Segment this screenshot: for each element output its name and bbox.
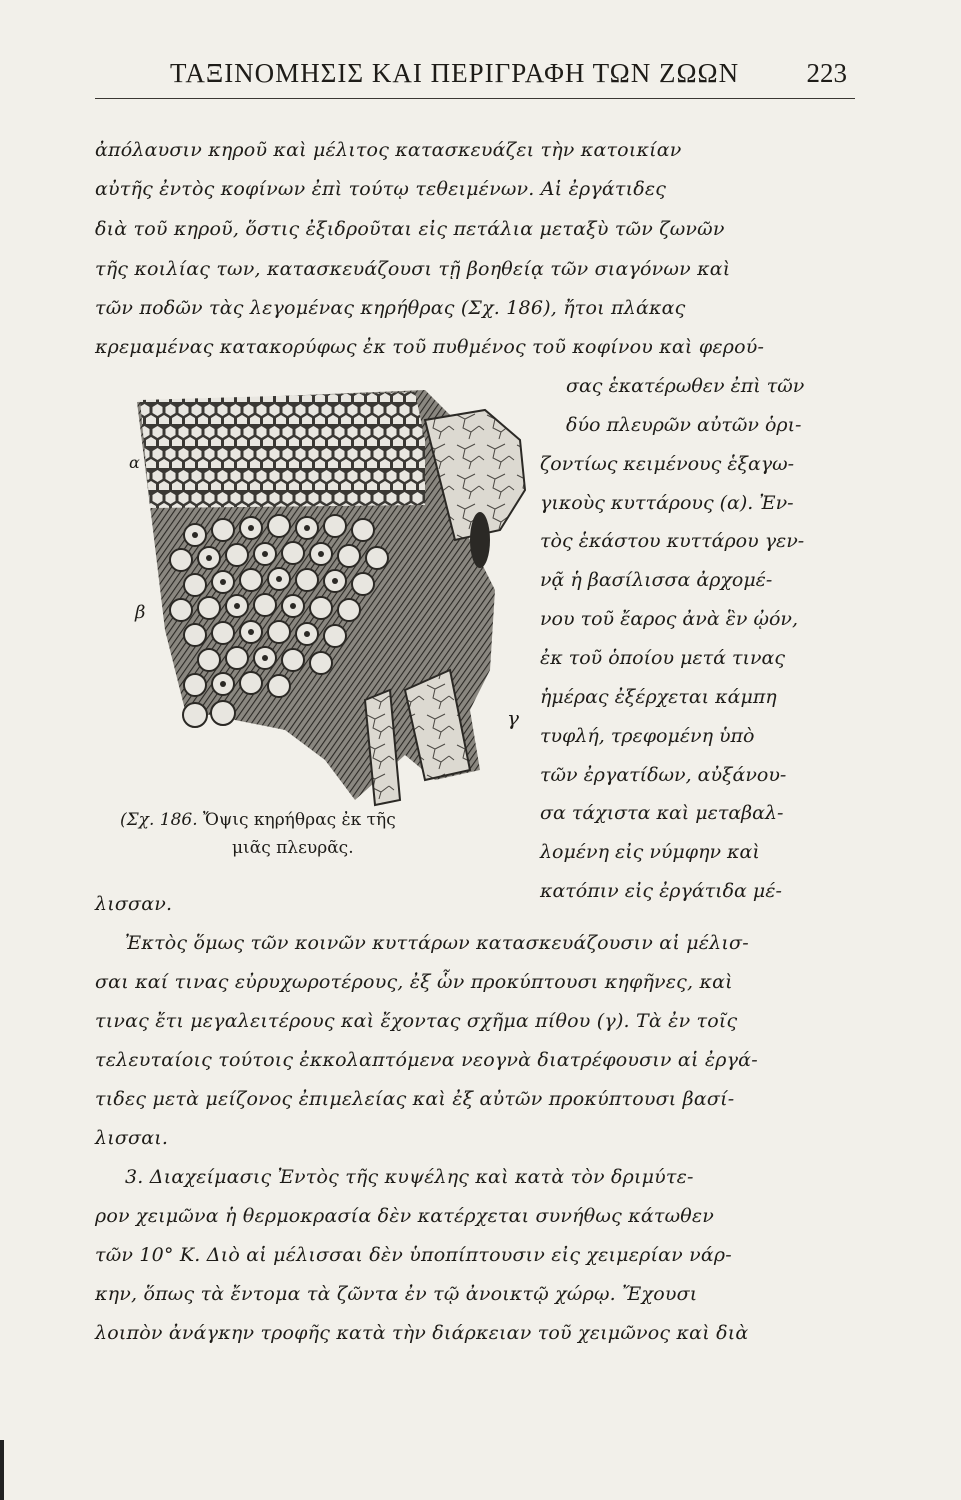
label-beta: β xyxy=(135,602,146,623)
text-line: ἀπόλαυσιν κηροῦ καὶ μέλιτος κατασκευάζει τὴν κατοικίαν xyxy=(95,139,682,161)
text-line: λισσαν. xyxy=(95,893,173,915)
text-line: λοιπὸν ἀνάγκην τροφῆς κατὰ τὴν διάρκειαν τοῦ χειμῶνος καὶ διὰ xyxy=(95,1322,749,1344)
text-line: νου τοῦ ἔαρος ἀνὰ ἓν ᾠόν, xyxy=(540,608,798,630)
honeycomb-figure xyxy=(125,380,535,810)
label-gamma: γ xyxy=(507,706,519,730)
text-line: τιδες μετὰ μείζονος ἐπιμελείας καὶ ἐξ αὐτῶν προκύπτουσι βασί- xyxy=(95,1088,735,1110)
text-line: λισσαι. xyxy=(95,1127,169,1149)
binding-edge xyxy=(0,1440,4,1500)
text-line: ζοντίως κειμένους ἑξαγω- xyxy=(540,453,795,475)
text-line: τῶν ποδῶν τὰς λεγομένας κηρήθρας (Σχ. 186), ἤτοι πλάκας xyxy=(95,297,686,319)
text-line: σαι καί τινας εὐρυχωροτέρους, ἐξ ὧν προκύπτουσι κηφῆνες, καὶ xyxy=(95,971,733,993)
figure-caption xyxy=(120,806,535,862)
text-line: κρεμαμένας κατακορύφως ἐκ τοῦ πυθμένος τοῦ κοφίνου καὶ φερού- xyxy=(95,336,765,358)
text-line: τῶν 10° Κ. Διὸ αἱ μέλισσαι δὲν ὑποπίπτουσιν εἰς χειμερίαν νάρ- xyxy=(95,1244,732,1266)
text-line: ρον χειμῶνα ἡ θερμοκρασία δὲν κατέρχεται συνήθως κάτωθεν xyxy=(95,1205,715,1227)
text-line: ἡμέρας ἐξέρχεται κάμπη xyxy=(540,686,777,708)
label-alpha: α xyxy=(129,453,140,472)
caption-number: (Σχ. 186. xyxy=(120,810,198,830)
text-line: τὸς ἑκάστου κυττάρου γεν- xyxy=(540,530,805,552)
text-line: τινας ἔτι μεγαλειτέρους καὶ ἔχοντας σχῆμα πίθου (γ). Τὰ ἐν τοῖς xyxy=(95,1010,738,1032)
text-line: αὐτῆς ἐντὸς κοφίνων ἐπὶ τούτῳ τεθειμένων. Αἱ ἐργάτιδες xyxy=(95,178,667,200)
text-line: 3. Διαχείμασις Ἐντὸς τῆς κυψέλης καὶ κατὰ τὸν δριμύτε- xyxy=(125,1166,694,1188)
header-title: ΤΑΞΙΝΟΜΗΣΙΣ ΚΑΙ ΠΕΡΙΓΡΑΦΗ ΤΩΝ ΖΩΩΝ xyxy=(170,58,740,88)
text-line: τυφλή, τρεφομένη ὑπὸ xyxy=(540,725,755,747)
text-line: δύο πλευρῶν αὐτῶν ὁρι- xyxy=(566,414,802,436)
page-number: 223 xyxy=(806,58,847,88)
text-line: τῆς κοιλίας των, κατασκευάζουσι τῇ βοηθείᾳ τῶν σιαγόνων καὶ xyxy=(95,258,731,280)
text-line: διὰ τοῦ κηροῦ, ὅστις ἐξιδροῦται εἰς πετάλια μεταξὺ τῶν ζωνῶν xyxy=(95,218,725,240)
text-line: σα τάχιστα καὶ μεταβαλ- xyxy=(540,802,784,824)
text-line: σας ἑκατέρωθεν ἐπὶ τῶν xyxy=(566,375,805,397)
text-line: λομένη εἰς νύμφην καὶ xyxy=(540,841,760,863)
text-line: Ἐκτὸς ὅμως τῶν κοινῶν κυττάρων κατασκευάζουσιν αἱ μέλισ- xyxy=(125,932,749,954)
caption-line-2: μιᾶς πλευρᾶς. xyxy=(232,838,354,858)
caption-line-1: Ὄψις κηρήθρας ἐκ τῆς xyxy=(203,810,396,830)
text-line: γικοὺς κυττάρους (α). Ἐν- xyxy=(540,492,794,514)
text-line: κην, ὅπως τὰ ἔντομα τὰ ζῶντα ἐν τῷ ἀνοικτῷ χώρῳ. Ἔχουσι xyxy=(95,1283,698,1305)
text-line: ἐκ τοῦ ὁποίου μετά τινας xyxy=(540,647,785,669)
text-line: τελευταίοις τούτοις ἐκκολαπτόμενα νεογνὰ διατρέφουσιν αἱ ἐργά- xyxy=(95,1049,758,1071)
text-line: τῶν ἐργατίδων, αὐξάνου- xyxy=(540,764,787,786)
running-header xyxy=(95,58,855,99)
text-line: κατόπιν εἰς ἐργάτιδα μέ- xyxy=(540,880,782,902)
text-line: νᾷ ἡ βασίλισσα ἀρχομέ- xyxy=(540,569,773,591)
